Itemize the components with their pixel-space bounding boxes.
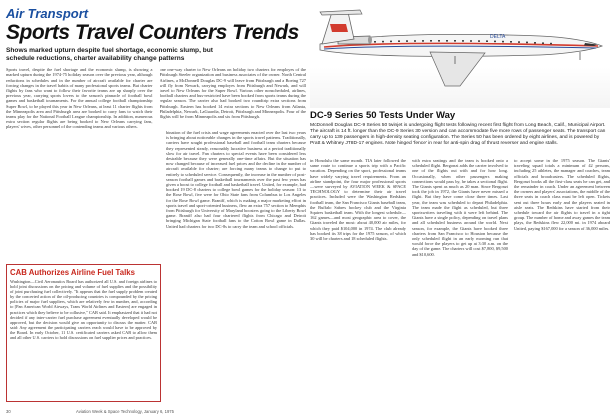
page-number: 30 [6, 409, 11, 414]
article-body-right [310, 158, 610, 406]
article-column-3: bination of the fuel crisis and wage agreements enacted over the last two years is bringing about noticeable changes in the sports travel patterns. Traditionally, carriers have sought professional baseball and football team charters because they represented steady, reasonably lucrative business at a period traditionally slow for air travel. Fan charters to special events have been considered less desirable because they were generally one-time affairs. But the situation has now changed because of increased fuel prices and the decline in the number of aircraft available for charter; are forcing many teams to change to put to entirely to scheduled service. Consequently, the increase in the number of post-season football games and basketball tournaments over the past few years has given a boost to college football and basketball travel. United, for example, had booked 19 DC-8 charters to college bowl games for the holiday season: 13 to the Rose Bowl, five were for Ohio State fans from Columbus to Los Angeles for the Rose Bowl game. Braniff, which is making a major marketing effort in sports travel and sport-oriented business, flew an extra 757 section to Memphis from Pittsburgh for University of Maryland boosters going to the Liberty Bowl game. Braniff also had four chartered flights from Chicago and Detroit bringing Michigan State football fans to the Cotton Bowl game in Dallas. United had charters for two DC-8s to carry the team and school officials. [166, 130, 306, 229]
dc9-aircraft-image [310, 6, 610, 108]
article-column-2: one one-way charter to New Orleans on holiday two charters for employes of the Pittsburgh Steeler organization and business associates of the owner. North Central Airlines, a McDonnell Douglas DC-9 will leave from Pittsburgh and a Boeing 727 will fly from Newark, carrying employes from Pittsburgh and Newark, and will travel to New Orleans for the Super Bowl. Various other nonscheduled, airlines, football charters and bus-restricted have been booked from sports teams during the regular season. The carrier also had booked two roundtrip extra sections from Pittsburgh. Eastern has booked 14 extra sections to New Orleans from Atlanta, Philadelphia, Newark, LaGuardia, Detroit, Pittsburgh and Minneapolis. Four of the flights will be from Minneapolis and six from Pittsburgh. [159, 67, 306, 120]
right-column-1: in Honolulu the same month. TIA later followed the same route to continue a sports trip with a Pacific vacation. Depending on the sport, professional teams have widely varying travel requirements. From an airline standpoint, the four major professional sports—were surveyed by AVIATION WEEK & SPACE TECHNOLOGY to determine their air travel practices. Included were the Washington Redskins football team, the San Francisco Giants baseball team, the Buffalo Sabres hockey club and the Virginia Squires basketball team. With the longest schedule—162 games—and most geographic area to cover, the Giants traveled the most: about 40,000 air miles, for which they paid $104,000 in 1974. The club already has booked its 38 trips for the 1975 season, of which 30 will be charters and 18 scheduled flights. [310, 158, 406, 242]
deck: Shows marked upturn despite fuel shortage, economic slump, but schedule reductions, charter availability change patterns [6, 47, 214, 62]
aircraft-photo [310, 6, 610, 108]
right-column-3: to accept some in the 1975 season. The Giants' traveling squad totals a minimum of 42 persons, including 25 athletes, the manager and coaches, team officials and broadcasters. The scheduled flights, Bergonzi books all the first-class seats he can get, and the remainder in coach. Under an agreement between the owners and players' associations, the middle of the three seats in coach class must be left open. Tickets sent out three hours early and the players seated in aisle seats. The Redskins have started from their schedule toward the air flights to travel in a tight group. The number of home and away games the team plays, the Redskins flew 22,000 mi. in 1974 aboard United, paying $167,000 for a season of 36,000 miles. [514, 158, 610, 231]
sidebar-box [6, 264, 161, 402]
article-column-1: Sports travel, despite the fuel shortage and the economic slump, is showing a marked upturn during the 1974-75 holiday season over the previous year, although reductions in schedules and in the number of aircraft available for charter are forcing changes in the travel habits of many professional sports teams. But charter flights by fans who want to follow their favorite teams are up sharply over the previous year, carrying sports lovers to the season's pinnacle of football bowl games and basketball tournaments. For the annual college football championship Super Bowl, to be played this year in New Orleans, at least 11 charter flights from the Minneapolis area and Pittsburgh area are booked to carry fans to watch their teams play for the National Football League championship. In addition, numerous extra section regular flights are being booked to New Orleans carrying fans, players' wives, other personnel of the contending teams and various others. [6, 67, 153, 130]
right-page [310, 6, 610, 414]
photo-caption-title: DC-9 Series 50 Tests Under Way [310, 110, 456, 121]
right-column-2: with extra seatings and the team is booked onto a scheduled flight. Bergonzi adds the carrier involved to one of the flights out with and for how long. Occasionally, when other passengers making connections would pass by, he takes a sectional flight. The Giants spent as much as 20 man. Since Bergonzi took the job in 1972, the Giants have never missed a flight. But they have come close three times. Last year, the team was scheduled to depart Philadelphia. The team made the flight as scheduled, but three sportswriters traveling with it were left behind. The Giants have a single policy, depending on travel plans and all scheduled business around the world. Next season, for example, the Giants have booked three charters from San Francisco to Houston because the only scheduled flight in an early morning run that would force the players to get up at 3:30 a.m. on the day of the game. The charters will cost $7,800, $9,500 and $10,600. [412, 158, 508, 257]
airline-livery-text: DELTA [490, 34, 506, 40]
sidebar-box-body: Washington—Civil Aeronautics Board has authorized all U.S. and foreign airlines to hold joint discussions on the pricing and volume of fuel supplies and the possibility of joint purchasing fuel collectively. "It appears that the fuel supply problem created by the concerted action of the oil-producing countries is compounded by the pricing policies of major fuel suppliers, which are relatively few in number, and, according to [Pan American World Airways, Trans World Airlines and Eastern] are engaged in practices which they believe to be collusive," CAB said. It emphasized that it had not decided if any inter-carrier fuel purchase agreement eventually developed would be approved, but the decision would give an opportunity to discuss the matter. CAB said: Any agreement the participating carriers reach would have to be approved by the Board. In early October, 11 U.S. certificated carriers asked CAB to allow them and all other U.S. carriers to hold discussions on fuel supplier prices and practices. [10, 279, 157, 341]
footer-publication: Aviation Week & Space Technology, January 6, 1975 [76, 409, 174, 414]
photo-caption-body: McDonnell Douglas DC-9 Series 50 twinjet is undergoing flight tests following recent first flight from Long Beach, Calif., Municipal Airport. The aircraft is 14 ft. longer than the DC-9 Series 30 version and can accommodate five more rows of passenger seats. The transport can carry up to 139 passengers in high-density seating configuration. The Series 50 has been ordered by eight airlines, and is powered by Pratt & Whitney JT8D-17 engines. Note hinged 'fence' in rear for anti-spin drag of thrust reverser and engine stalls. [310, 123, 606, 146]
section-label: Air Transport [6, 6, 89, 21]
sidebar-box-title: CAB Authorizes Airline Fuel Talks [10, 268, 135, 277]
headline: Sports Travel Counters Trends [6, 21, 299, 44]
left-page [6, 6, 306, 414]
